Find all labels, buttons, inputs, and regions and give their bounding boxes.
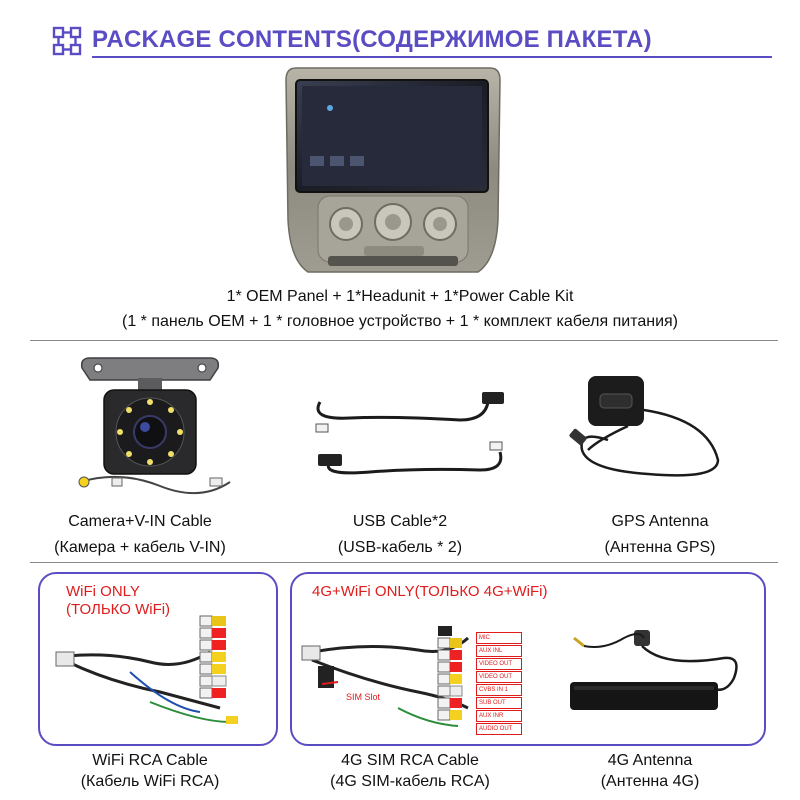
- wifi-only-label: WiFi ONLY: [66, 583, 140, 600]
- divider-top: [30, 340, 778, 341]
- 4g-antenna-image: [564, 628, 744, 718]
- 4g-wifi-only-label: 4G+WiFi ONLY(ТОЛЬКО 4G+WiFi): [312, 583, 548, 600]
- port-tag: VIDEO OUT: [476, 671, 522, 683]
- header-underline: [92, 56, 772, 58]
- grid-icon: [52, 26, 82, 56]
- port-tag: VIDEO OUT: [476, 658, 522, 670]
- camera-caption-en: Camera+V-IN Cable: [68, 513, 212, 530]
- port-tag: AUDIO OUT: [476, 723, 522, 735]
- port-tag: CVBS IN 1: [476, 684, 522, 696]
- wifi-rca-caption-en: WiFi RCA Cable: [92, 752, 208, 769]
- main-caption-ru: (1 * панель OEM + 1 * головное устройство + 1 * комплект кабеля питания): [121, 313, 678, 330]
- usb-cable-image: [310, 380, 510, 490]
- main-caption-en: 1* OEM Panel + 1*Headunit + 1*Power Cable Kit: [226, 288, 574, 305]
- wifi-rca-caption-ru: (Кабель WiFi RCA): [80, 773, 220, 790]
- sim-slot-label: SIM Slot: [346, 692, 381, 702]
- usb-caption-en: USB Cable*2: [352, 513, 448, 530]
- page-header: [52, 24, 772, 64]
- 4g-rca-caption-ru: (4G SIM-кабель RCA): [330, 773, 490, 790]
- port-tag: MIC: [476, 632, 522, 644]
- camera-caption-ru: (Камера + кабель V-IN): [54, 539, 226, 556]
- 4g-antenna-caption-ru: (Антенна 4G): [600, 773, 700, 790]
- divider-bottom: [30, 562, 778, 563]
- 4g-antenna-caption-en: 4G Antenna: [607, 752, 693, 769]
- wifi-rca-cable-image: [50, 612, 260, 737]
- headunit-panel-image: [278, 60, 508, 280]
- usb-caption-ru: (USB-кабель * 2): [337, 539, 463, 556]
- gps-antenna-image: [568, 370, 738, 490]
- page-title: PACKAGE CONTENTS(СОДЕРЖИМОЕ ПАКЕТА): [92, 26, 652, 53]
- port-tag: AUX INR: [476, 710, 522, 722]
- port-tag-list: [476, 632, 522, 736]
- gps-caption-en: GPS Antenna: [611, 513, 709, 530]
- camera-image: [60, 350, 240, 500]
- gps-caption-ru: (Антенна GPS): [604, 539, 716, 556]
- wifi-only-label-ru: (ТОЛЬКО WiFi): [66, 601, 171, 618]
- port-tag: SUB OUT: [476, 697, 522, 709]
- 4g-rca-caption-en: 4G SIM RCA Cable: [341, 752, 479, 769]
- port-tag: AUX INL: [476, 645, 522, 657]
